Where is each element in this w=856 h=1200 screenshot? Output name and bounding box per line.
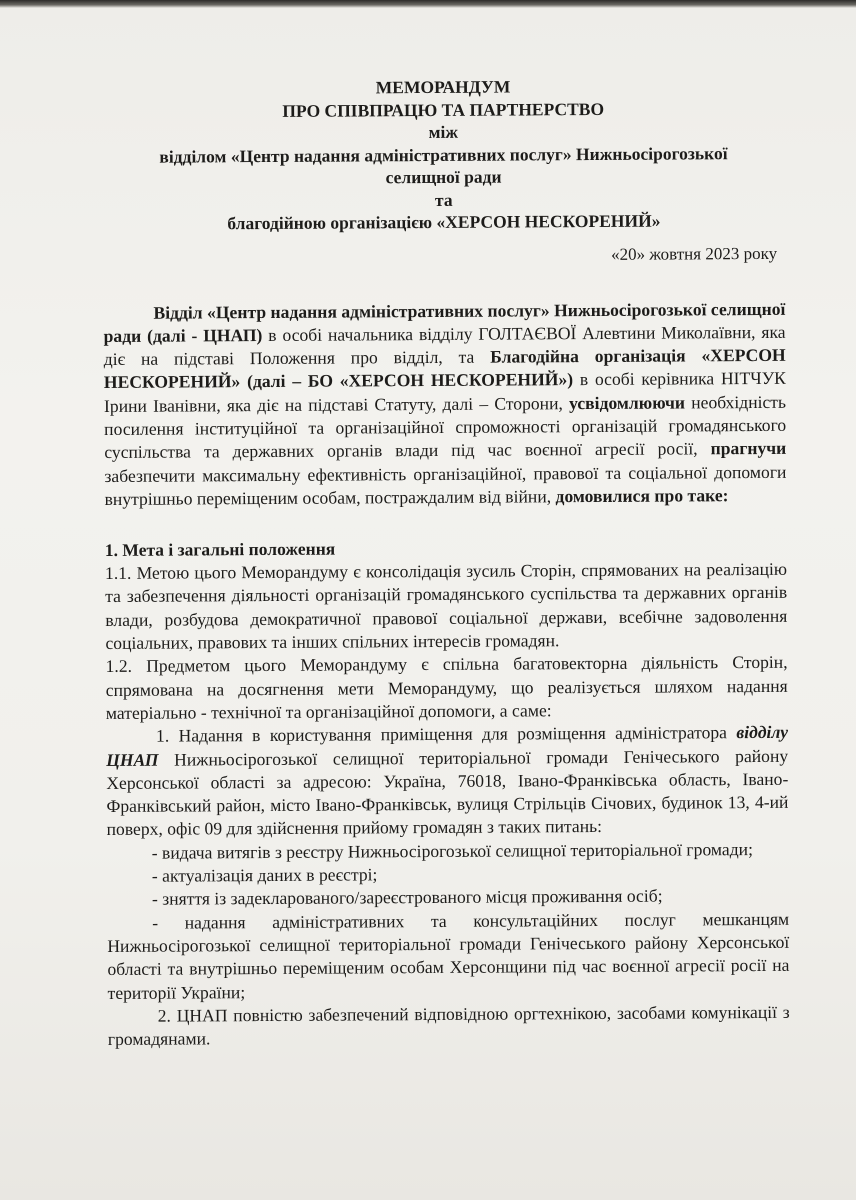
clause-1-2: 1.2. Предметом цього Меморандуму є спільна багатовекторна діяльність Сторін, спрямована на досягнення мети Меморандуму, що реалізується шляхом надання матеріально - технічної та організаційної допомоги, а саме: — [105, 652, 788, 723]
intro-text-a: в особі начальника відділу ГОЛТАЄВОЇ Алевтини Миколаївни, яка діє на підставі Положення про відділ, та — [103, 321, 786, 370]
intro-keyword-1: усвідомлюючи — [569, 392, 686, 413]
intro-text-b: в особі керівника НІТЧУК Ірини Іванівни, яка діє на підставі Статуту, далі – Сторони, — [103, 368, 786, 416]
title-line-4: відділом «Центр надання адміністративних послуг» Нижньосірогозької — [159, 142, 728, 167]
intro-text-d: забезпечити максимальну ефективність організаційної, правової та соціальної допомоги внутрішньо переміщеним особам, постраждалим від війни, — [104, 461, 787, 509]
title-line-5: селищної ради — [385, 166, 502, 188]
document-date: «20» жовтня 2023 року — [610, 243, 778, 264]
item-1-text-a: 1. Надання в користування приміщення для розміщення адміністратора — [155, 722, 737, 746]
dash-item-3: - зняття із задекларованого/зареєстрованого місця проживання осіб; — [151, 885, 663, 910]
section-1-heading: 1. Мета і загальні положення — [104, 538, 336, 561]
title-line-2: ПРО СПІВПРАЦЮ ТА ПАРТНЕРСТВО — [282, 98, 605, 121]
memorandum-page — [102, 74, 790, 1052]
intro-party1: Відділ «Центр надання адміністративних послуг» Нижньосірогозької селищної ради (далі - ЦНАП) — [103, 298, 786, 346]
dash-item-1: - видача витягів з реєстру Нижньосірогозької селищної територіальної громади; — [151, 838, 754, 863]
document-title — [102, 74, 785, 236]
intro-keyword-3: домовилися про таке: — [555, 485, 729, 507]
item-2: 2. ЦНАП повністю забезпечений відповідною оргтехнікою, засобами комунікації з громадянами. — [107, 1001, 790, 1050]
title-line-6: та — [434, 189, 453, 210]
dash-item-4: - надання адміністративних та консультаційних послуг мешканцям Нижньосірогозької селищної територіальної громади Генічеського району Херсонської області та внутрішньо переміщеним особам Херсонщини під час воєнної агресії росії на території України; — [107, 908, 790, 1003]
intro-keyword-2: прагнучи — [710, 438, 787, 459]
item-1-text-b: Нижньосірогозької селищної територіальної громади Генічеського району Херсонської області за адресою: Україна, 76018, Івано-Франківська область, Івано-Франківський район, місто Івано-Франківськ, вулиця Стрільців Січових, будинок 13, 4-ий поверх, офіс 09 для здійснення прийому громадян з таких питань: — [106, 745, 789, 840]
intro-paragraph — [103, 297, 786, 511]
title-line-7: благодійною організацією «ХЕРСОН НЕСКОРЕНИЙ» — [227, 210, 661, 234]
title-line-1: МЕМОРАНДУМ — [375, 76, 511, 98]
dash-item-2: - актуалізація даних в реєстрі; — [151, 864, 378, 886]
intro-party2: Благодійна організація «ХЕРСОН НЕСКОРЕНИЙ» (далі – БО «ХЕРСОН НЕСКОРЕНИЙ») — [103, 344, 786, 393]
clause-1-1: 1.1. Метою цього Меморандуму є консолідація зусиль Сторін, спрямованих на реалізацію та забезпечення діяльності організацій громадянського суспільства та державних органів влади, розбудова демократичної правової соціальної держави, всебічне задоволення соціальних, правових та інших спільних інтересів громадян. — [104, 558, 788, 654]
item-1 — [106, 721, 789, 842]
page-top-shadow — [0, 0, 856, 8]
title-line-3: між — [428, 121, 459, 143]
item-1-emphasis: відділу ЦНАП — [106, 722, 789, 770]
intro-text-c: необхідність посилення інституційної та організаційної спроможності організацій громадянського суспільства та державних органів влади під час воєнної агресії росії, — [104, 391, 787, 463]
